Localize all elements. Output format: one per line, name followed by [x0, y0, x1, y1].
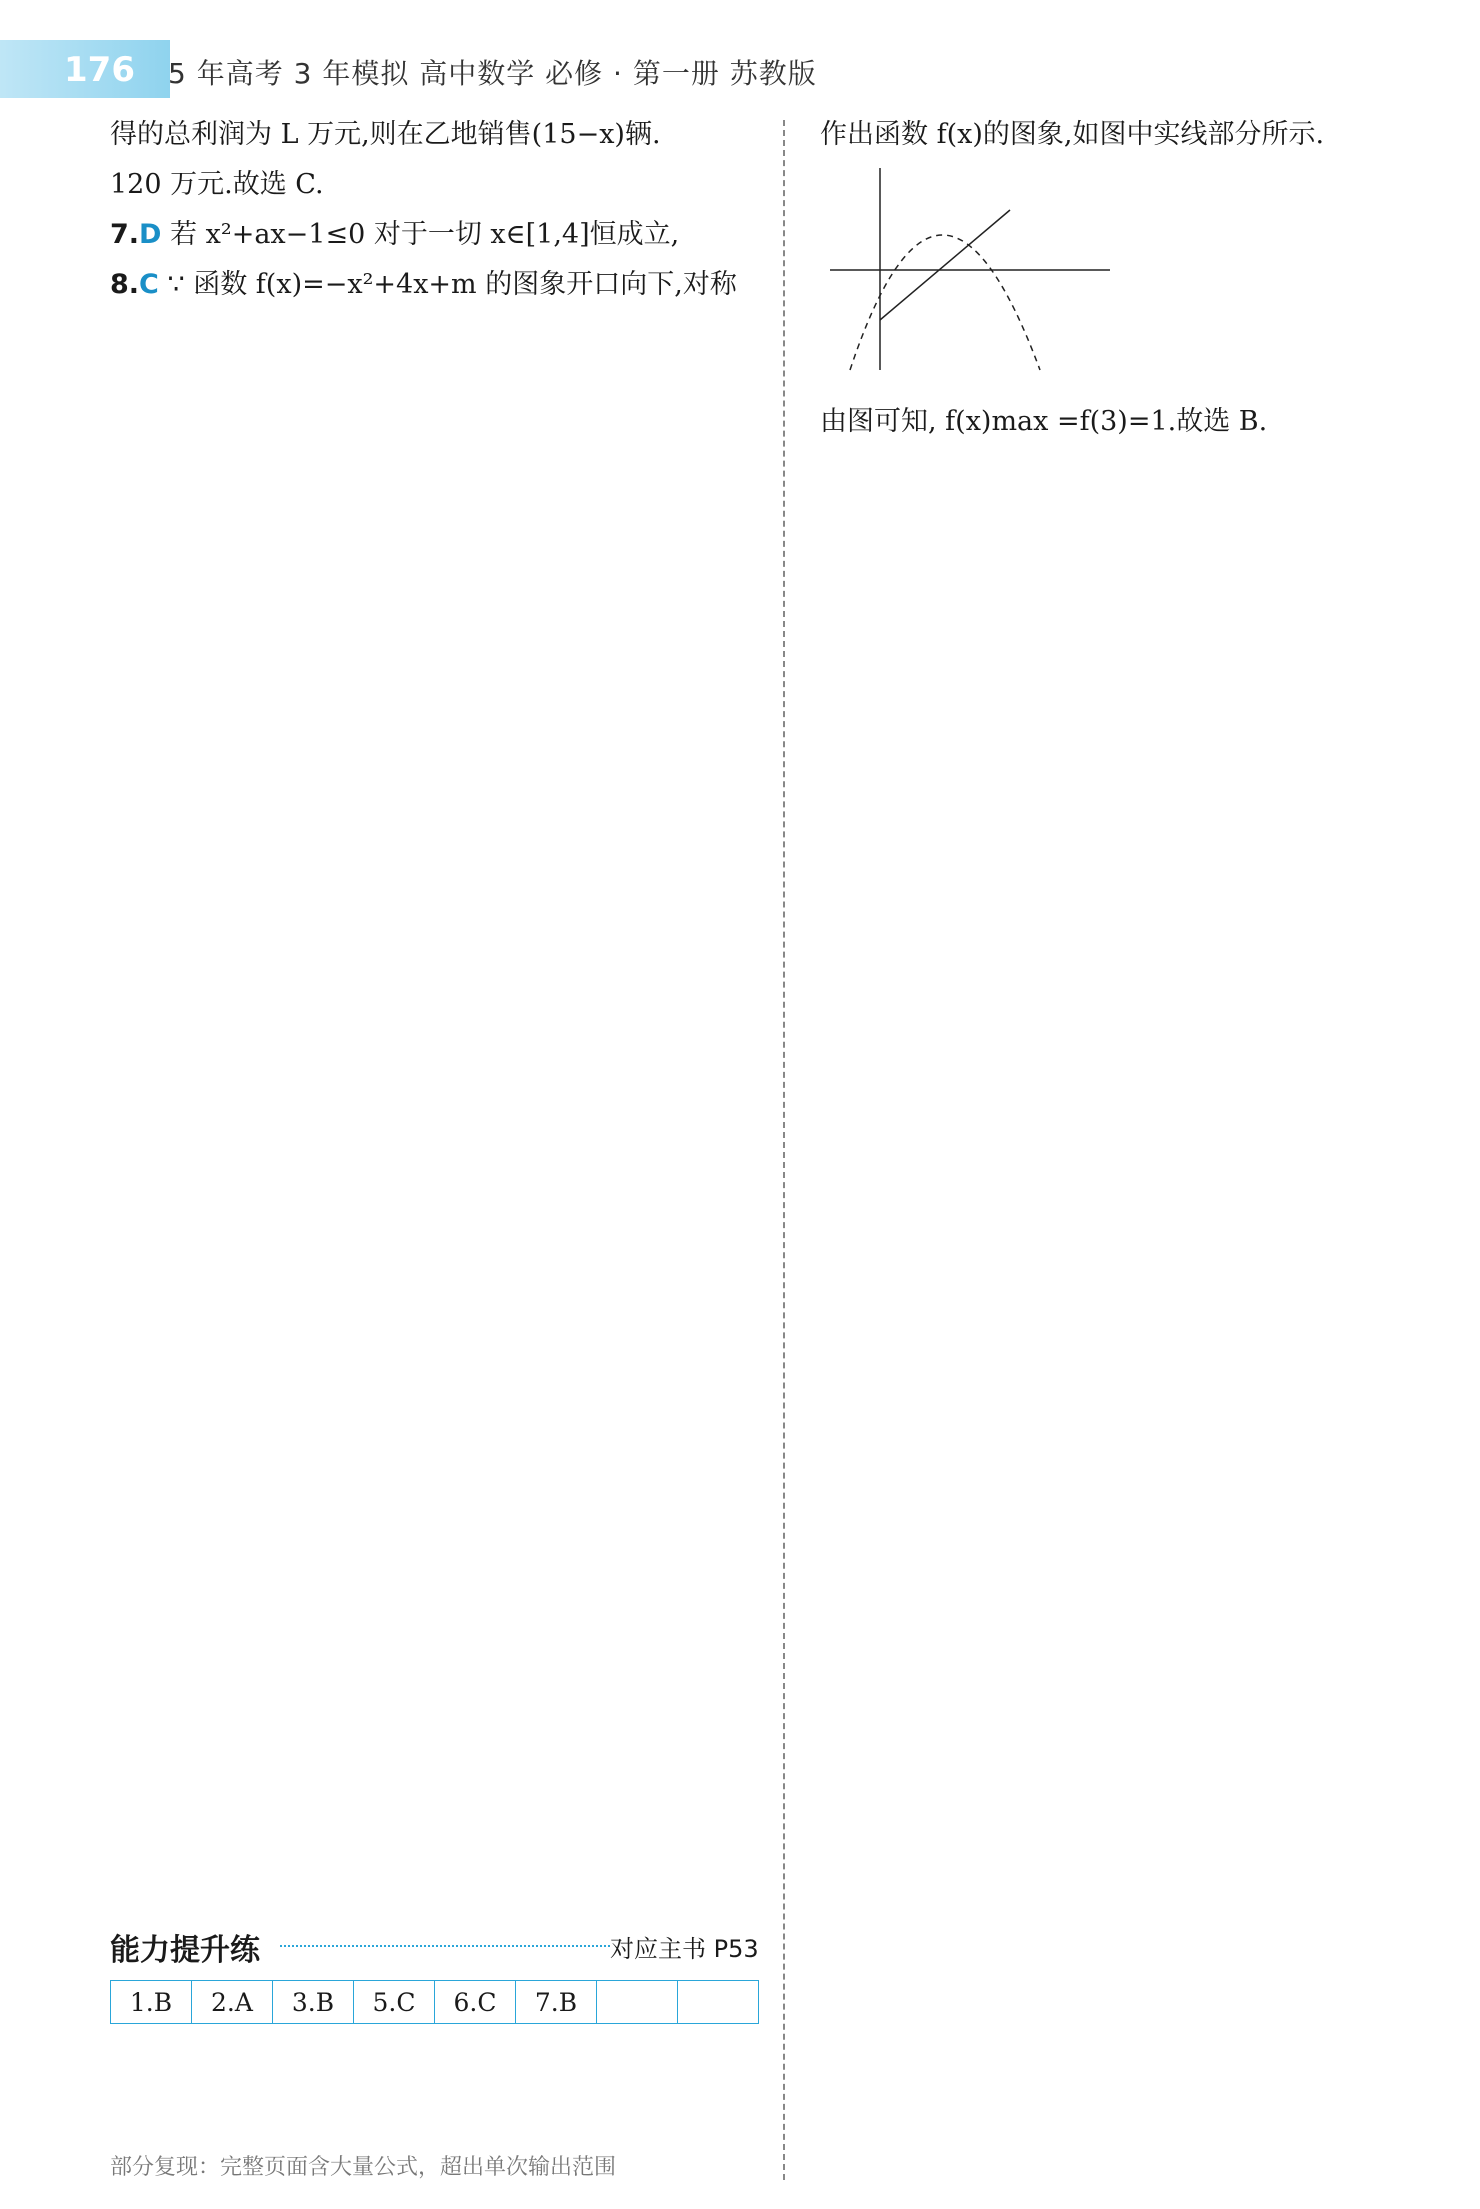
question-number: 7.: [110, 219, 140, 250]
section-rule: [280, 1945, 610, 1947]
question-text: ∵ 函数 f(x)=−x²+4x+m 的图象开口向下,对称: [167, 269, 737, 300]
column-divider: [783, 120, 785, 2180]
section-header: [110, 1925, 770, 1969]
book-title: 5 年高考 3 年模拟 高中数学 必修 · 第一册 苏教版: [168, 57, 817, 90]
section-title: 能力提升练: [110, 1933, 260, 1968]
scope-note: 部分复现：完整页面含大量公式，超出单次输出范围: [110, 2155, 617, 2180]
dashed-curve: [850, 235, 1040, 370]
answer-key-cell: 5.C: [354, 1981, 435, 2024]
page-number: 176: [64, 50, 135, 90]
question-7: [110, 210, 770, 260]
answer-key-cell: 7.B: [516, 1981, 597, 2024]
section-ref: 对应主书 P53: [610, 1935, 759, 1963]
answer-key-cell: [678, 1981, 759, 2024]
right-column: [820, 110, 1460, 447]
text-line: 得的总利润为 L 万元,则在乙地销售(15−x)辆.: [110, 119, 661, 150]
answer-key-cell: [597, 1981, 678, 2024]
text-line: 120 万元.故选 C.: [110, 169, 324, 200]
question-text: 若 x²+ax−1≤0 对于一切 x∈[1,4]恒成立,: [170, 219, 680, 250]
text-line: 作出函数 f(x)的图象,如图中实线部分所示.: [820, 119, 1325, 150]
function-graph: [820, 160, 1120, 380]
solid-line: [880, 210, 1010, 320]
question-number: 8.: [110, 269, 140, 300]
answer-key-row: [111, 1981, 759, 2024]
answer-key-cell: 6.C: [435, 1981, 516, 2024]
answer-key-cell: 3.B: [273, 1981, 354, 2024]
answer-key-table: [110, 1980, 759, 2024]
answer-key-cell: 2.A: [192, 1981, 273, 2024]
question-answer: C: [139, 269, 159, 300]
left-column: [110, 110, 770, 310]
question-8: [110, 260, 770, 310]
text-line: 由图可知, f(x)max =f(3)=1.故选 B.: [820, 406, 1268, 437]
answer-key-cell: 1.B: [111, 1981, 192, 2024]
question-answer: D: [139, 219, 162, 250]
page-header: [0, 40, 1480, 98]
